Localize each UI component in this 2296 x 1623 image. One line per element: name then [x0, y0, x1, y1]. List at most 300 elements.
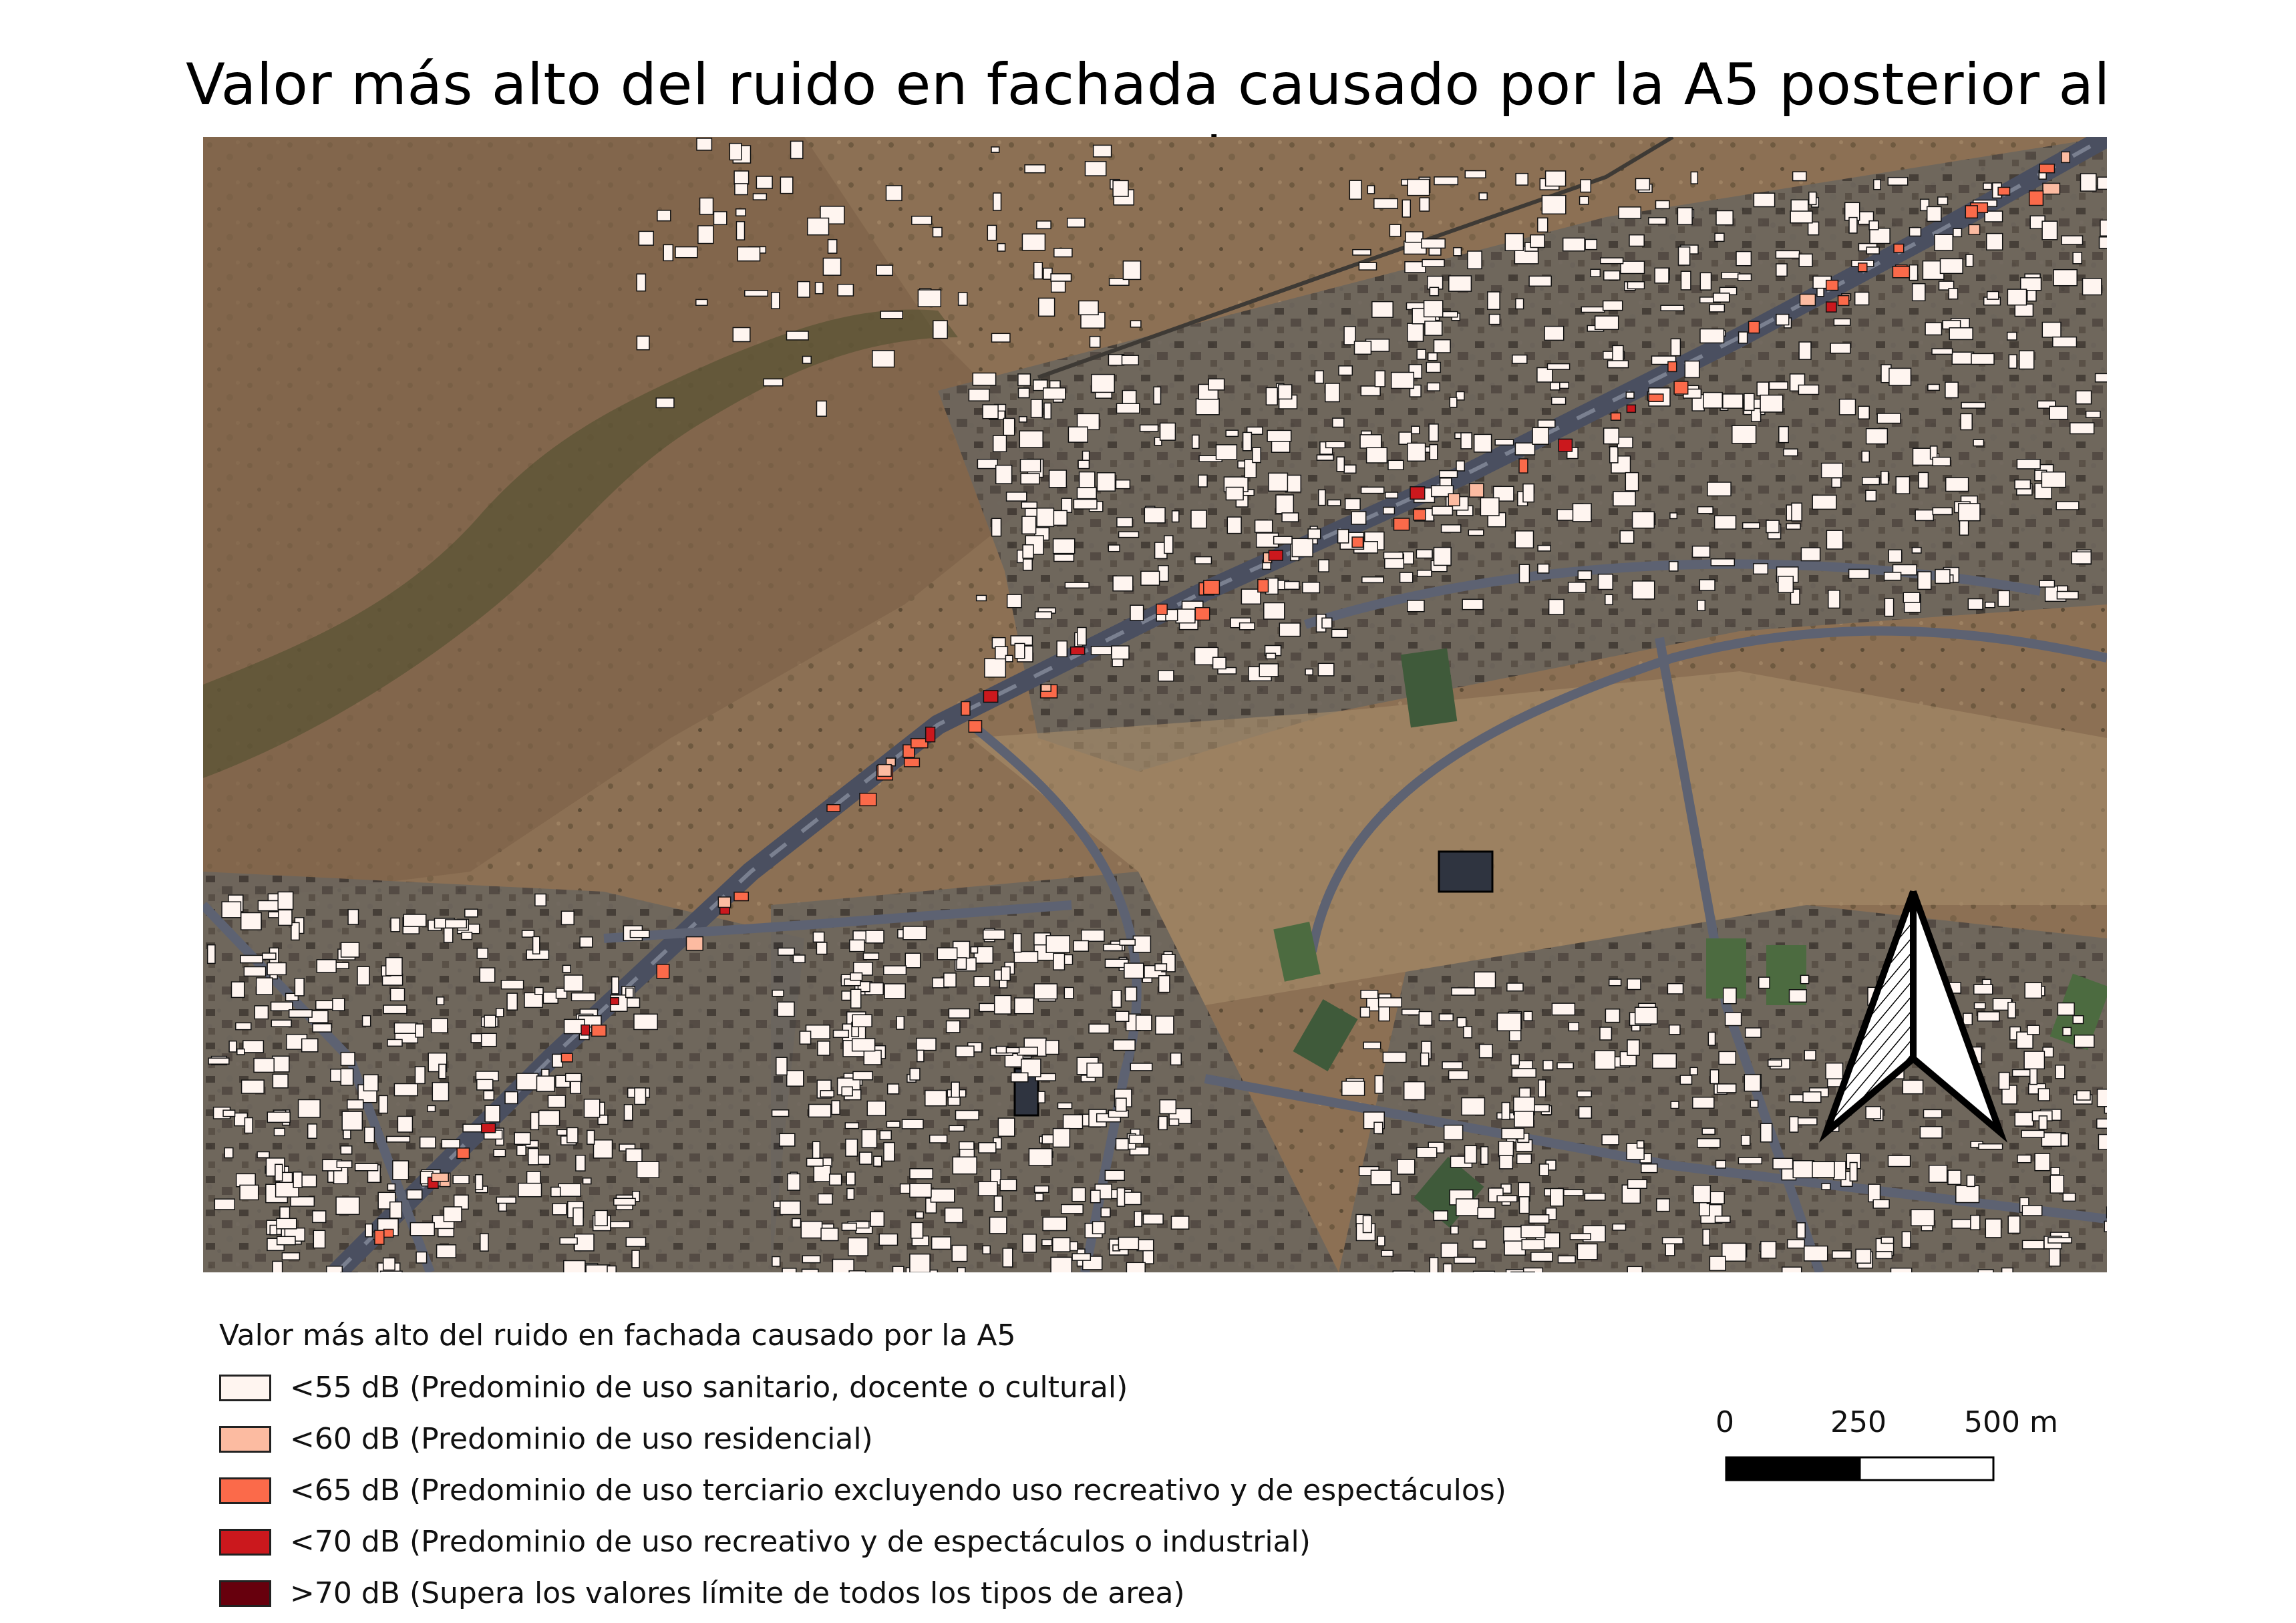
building-footprint	[834, 1031, 849, 1038]
building-footprint	[1849, 569, 1869, 578]
building-footprint	[585, 1099, 600, 1117]
building-footprint	[1408, 323, 1424, 341]
building-footprint	[1710, 1070, 1719, 1084]
building-footprint	[244, 1118, 253, 1133]
building-footprint	[1500, 1155, 1513, 1169]
building-footprint	[1949, 328, 1973, 340]
building-footprint	[2008, 1216, 2020, 1234]
building-footprint	[1966, 254, 1973, 266]
building-footprint	[1074, 500, 1097, 509]
noise-building	[1858, 263, 1867, 272]
building-footprint	[847, 1189, 854, 1200]
building-footprint	[1479, 193, 1487, 200]
building-footprint	[2021, 278, 2041, 291]
building-footprint	[1430, 1258, 1438, 1272]
noise-building	[2039, 164, 2054, 173]
building-footprint	[1332, 629, 1348, 637]
building-footprint	[1987, 292, 1999, 300]
building-footprint	[1240, 623, 1255, 630]
building-footprint	[391, 918, 399, 932]
building-footprint	[1213, 657, 1226, 669]
building-footprint	[1743, 523, 1760, 529]
building-footprint	[979, 1143, 996, 1153]
noise-building	[1893, 266, 1909, 278]
building-footprint	[254, 1059, 274, 1073]
building-footprint	[1424, 301, 1443, 317]
building-footprint	[1172, 511, 1179, 522]
building-footprint	[1915, 510, 1933, 521]
building-footprint	[896, 1017, 904, 1029]
building-footprint	[1866, 429, 1888, 444]
scale-segment-black	[1726, 1457, 1860, 1480]
noise-building	[1674, 381, 1688, 394]
building-footprint	[1043, 1217, 1067, 1230]
building-footprint	[1116, 1098, 1126, 1111]
building-footprint	[1581, 307, 1605, 313]
building-footprint	[803, 357, 812, 364]
building-footprint	[1393, 1271, 1414, 1272]
building-footprint	[1797, 1118, 1817, 1125]
building-footprint	[1003, 418, 1014, 435]
building-footprint	[267, 963, 286, 975]
building-footprint	[383, 1258, 395, 1270]
building-footprint	[1430, 445, 1438, 460]
building-footprint	[1505, 234, 1523, 251]
building-footprint	[1126, 1262, 1145, 1272]
building-footprint	[860, 1152, 872, 1164]
building-footprint	[1649, 218, 1666, 224]
building-footprint	[1379, 998, 1402, 1007]
building-footprint	[2042, 323, 2061, 337]
building-footprint	[1625, 473, 1638, 491]
building-footprint	[1770, 382, 1788, 389]
building-footprint	[1761, 1242, 1776, 1258]
building-footprint	[1719, 1051, 1736, 1064]
building-footprint	[1578, 571, 1591, 580]
building-footprint	[1434, 1211, 1448, 1220]
building-footprint	[2076, 391, 2092, 404]
building-footprint	[1319, 490, 1325, 505]
building-footprint	[1698, 507, 1713, 514]
building-footprint	[1595, 316, 1619, 329]
building-footprint	[341, 1069, 353, 1085]
building-footprint	[802, 1269, 818, 1272]
building-footprint	[2053, 337, 2077, 347]
building-footprint	[1540, 1164, 1549, 1176]
building-footprint	[517, 1145, 526, 1155]
noise-building	[1749, 321, 1760, 333]
legend-title: Valor más alto del ruido en fachada causado por la A5	[219, 1318, 1016, 1352]
building-footprint	[564, 975, 583, 991]
noise-building	[457, 1148, 469, 1159]
building-footprint	[1798, 385, 1818, 395]
building-footprint	[1595, 1051, 1615, 1069]
building-footprint	[1713, 293, 1730, 302]
building-footprint	[1621, 261, 1645, 273]
building-footprint	[1480, 498, 1499, 516]
building-footprint	[1924, 1109, 1942, 1117]
satellite-map[interactable]	[203, 137, 2107, 1272]
building-footprint	[1133, 936, 1150, 952]
building-footprint	[1379, 1007, 1389, 1021]
noise-building	[687, 937, 703, 950]
building-footprint	[1449, 1071, 1468, 1079]
building-footprint	[1276, 495, 1293, 514]
building-footprint	[1948, 1170, 1961, 1184]
building-footprint	[1822, 464, 1843, 478]
building-footprint	[1058, 1103, 1072, 1109]
building-footprint	[1693, 1097, 1714, 1109]
building-footprint	[386, 958, 402, 976]
building-footprint	[1130, 605, 1144, 620]
building-footprint	[1581, 180, 1591, 192]
building-footprint	[850, 940, 864, 951]
building-footprint	[357, 966, 369, 985]
building-footprint	[1198, 475, 1207, 487]
building-footprint	[1933, 458, 1950, 466]
building-footprint	[1874, 180, 1880, 190]
building-footprint	[437, 997, 444, 1005]
building-footprint	[1709, 1256, 1726, 1270]
building-footprint	[1721, 273, 1740, 279]
building-footprint	[1034, 262, 1043, 279]
building-footprint	[494, 1149, 505, 1157]
building-footprint	[1656, 201, 1669, 209]
building-footprint	[1715, 233, 1724, 241]
building-footprint	[780, 177, 792, 194]
building-footprint	[1804, 1051, 1816, 1061]
building-footprint	[846, 1172, 855, 1185]
building-footprint	[1766, 520, 1779, 532]
building-footprint	[1019, 431, 1043, 447]
building-footprint	[1808, 222, 1819, 234]
building-footprint	[1633, 581, 1655, 599]
building-footprint	[1035, 612, 1051, 618]
building-footprint	[1428, 353, 1438, 360]
building-footprint	[933, 321, 947, 338]
building-footprint	[1889, 550, 1902, 562]
building-footprint	[437, 1245, 456, 1258]
building-footprint	[1057, 641, 1067, 657]
building-footprint	[1699, 580, 1715, 590]
building-footprint	[1603, 301, 1623, 311]
building-footprint	[1920, 1127, 1942, 1138]
building-footprint	[1938, 197, 1948, 204]
building-footprint	[567, 1127, 578, 1143]
building-footprint	[817, 401, 827, 416]
building-footprint	[1116, 1139, 1128, 1150]
building-footprint	[1520, 564, 1530, 582]
building-footprint	[341, 1146, 351, 1154]
building-footprint	[1559, 1256, 1576, 1263]
building-footprint	[1117, 1188, 1124, 1207]
building-footprint	[992, 518, 1001, 536]
building-footprint	[816, 942, 826, 954]
building-footprint	[594, 1140, 613, 1158]
building-footprint	[1326, 441, 1345, 447]
building-footprint	[1144, 1214, 1164, 1224]
building-footprint	[1529, 1215, 1549, 1224]
building-footprint	[1049, 470, 1067, 488]
building-footprint	[1072, 1254, 1090, 1260]
building-footprint	[987, 225, 996, 240]
noise-building	[1559, 439, 1572, 452]
building-footprint	[1680, 1075, 1691, 1084]
noise-building	[581, 1025, 590, 1035]
legend-item	[219, 1413, 1555, 1465]
building-footprint	[1768, 1060, 1782, 1067]
building-footprint	[1342, 1081, 1365, 1095]
building-footprint	[848, 1238, 868, 1256]
noise-building	[1965, 206, 1977, 218]
building-footprint	[1832, 478, 1841, 488]
noise-building	[1414, 510, 1426, 520]
building-footprint	[1610, 447, 1618, 463]
building-footprint	[1641, 1164, 1657, 1173]
building-footprint	[240, 955, 263, 962]
building-footprint	[1985, 1219, 2001, 1238]
building-footprint	[675, 247, 697, 258]
noise-building	[611, 998, 619, 1005]
building-footprint	[1408, 180, 1429, 196]
building-footprint	[1956, 1186, 1979, 1202]
building-footprint	[969, 389, 989, 401]
noise-building	[482, 1123, 496, 1133]
building-footprint	[1884, 572, 1901, 580]
building-footprint	[2098, 1089, 2107, 1107]
noise-building	[1448, 494, 1460, 506]
building-footprint	[1377, 1236, 1385, 1246]
noise-building	[1649, 394, 1663, 401]
building-footprint	[1671, 339, 1680, 355]
building-footprint	[365, 1127, 375, 1143]
building-footprint	[1946, 478, 1969, 491]
building-footprint	[257, 1152, 269, 1158]
building-footprint	[1881, 472, 1889, 484]
building-footprint	[1160, 423, 1176, 440]
building-footprint	[1961, 403, 1985, 409]
noise-building	[384, 1230, 393, 1238]
building-footprint	[2049, 1248, 2060, 1266]
building-footprint	[1717, 1084, 1736, 1093]
building-footprint	[453, 1176, 469, 1184]
building-footprint	[232, 982, 244, 997]
building-footprint	[1538, 564, 1549, 573]
building-footprint	[1516, 299, 1524, 309]
building-footprint	[1619, 207, 1641, 218]
building-footprint	[874, 1156, 882, 1166]
building-footprint	[1655, 268, 1669, 283]
building-footprint	[1454, 248, 1462, 256]
noise-building	[1041, 685, 1051, 691]
building-footprint	[1402, 200, 1410, 217]
building-footprint	[2063, 1027, 2071, 1035]
building-footprint	[864, 953, 879, 960]
building-footprint	[778, 948, 794, 956]
building-footprint	[1021, 502, 1037, 508]
building-footprint	[1328, 500, 1341, 506]
building-footprint	[754, 194, 767, 200]
building-footprint	[1793, 172, 1806, 180]
building-footprint	[1742, 1135, 1750, 1145]
building-footprint	[1495, 439, 1513, 445]
building-footprint	[1971, 353, 1994, 364]
building-footprint	[1732, 425, 1756, 443]
building-footprint	[782, 1268, 796, 1272]
building-footprint	[1826, 530, 1842, 549]
building-footprint	[1164, 536, 1173, 554]
building-footprint	[1744, 1075, 1760, 1091]
building-footprint	[1092, 375, 1114, 393]
building-footprint	[2104, 1222, 2107, 1232]
building-footprint	[528, 1149, 538, 1165]
building-footprint	[1702, 1128, 1715, 1134]
building-footprint	[2025, 982, 2041, 998]
building-footprint	[1613, 492, 1635, 506]
building-footprint	[1015, 643, 1025, 658]
building-footprint	[1117, 518, 1132, 527]
building-footprint	[1456, 392, 1464, 400]
noise-building	[1269, 550, 1283, 560]
building-footprint	[243, 1041, 264, 1053]
building-footprint	[736, 209, 746, 216]
scale-bar-graphic	[1725, 1456, 1999, 1483]
building-footprint	[291, 1197, 314, 1206]
map-frame[interactable]	[203, 137, 2107, 1272]
building-footprint	[1629, 235, 1644, 246]
building-footprint	[580, 937, 593, 947]
building-footprint	[428, 1105, 436, 1111]
building-footprint	[866, 930, 884, 943]
building-footprint	[813, 1141, 820, 1159]
building-footprint	[1927, 206, 1941, 221]
building-footprint	[983, 1246, 990, 1254]
building-footprint	[1739, 332, 1748, 343]
building-footprint	[1919, 472, 1928, 488]
building-footprint	[1529, 276, 1551, 286]
building-footprint	[1548, 364, 1570, 370]
building-footprint	[446, 920, 467, 928]
noise-building	[961, 702, 970, 715]
building-footprint	[611, 1222, 630, 1228]
building-footprint	[279, 910, 292, 925]
building-footprint	[1518, 1061, 1532, 1069]
building-footprint	[1025, 165, 1045, 173]
building-footprint	[1344, 327, 1355, 345]
building-footprint	[1973, 439, 1983, 446]
building-footprint	[977, 460, 997, 469]
scale-bar	[1710, 1403, 2058, 1483]
building-footprint	[1122, 391, 1136, 404]
building-footprint	[476, 1175, 483, 1190]
building-footprint	[1544, 327, 1564, 341]
building-footprint	[876, 265, 892, 275]
building-footprint	[1804, 1246, 1828, 1261]
building-footprint	[1315, 371, 1324, 383]
building-footprint	[1117, 403, 1140, 413]
building-footprint	[971, 947, 977, 953]
building-footprint	[1801, 548, 1820, 561]
building-footprint	[1420, 198, 1429, 211]
building-footprint	[1941, 258, 1963, 273]
building-footprint	[1736, 252, 1751, 266]
building-footprint	[1708, 1033, 1715, 1046]
building-footprint	[1608, 361, 1629, 368]
building-footprint	[1524, 1011, 1532, 1021]
building-footprint	[996, 466, 1012, 484]
building-footprint	[1497, 1196, 1517, 1202]
building-footprint	[1171, 1053, 1182, 1065]
building-footprint	[884, 966, 907, 974]
building-footprint	[1074, 941, 1088, 952]
building-footprint	[1868, 1184, 1880, 1202]
building-footprint	[1169, 1119, 1178, 1125]
building-footprint	[1627, 282, 1644, 289]
building-footprint	[1998, 590, 2009, 606]
building-footprint	[933, 228, 943, 237]
building-footprint	[788, 1174, 800, 1191]
legend-item	[219, 1516, 1555, 1568]
building-footprint	[778, 1002, 794, 1016]
building-footprint	[780, 1133, 795, 1146]
building-footprint	[208, 945, 215, 964]
building-footprint	[1913, 284, 1925, 301]
building-footprint	[270, 1226, 277, 1235]
building-footprint	[383, 1005, 407, 1014]
building-footprint	[1282, 513, 1299, 522]
building-footprint	[910, 1184, 931, 1197]
building-footprint	[632, 1250, 639, 1268]
building-footprint	[830, 1174, 842, 1185]
building-footprint	[2086, 411, 2100, 418]
building-footprint	[514, 1133, 530, 1145]
building-footprint	[1873, 1200, 1889, 1208]
building-footprint	[348, 910, 358, 925]
building-footprint	[1338, 530, 1349, 543]
building-footprint	[1015, 998, 1033, 1014]
building-footprint	[2056, 502, 2079, 510]
building-footprint	[1591, 269, 1600, 277]
building-footprint	[1042, 1240, 1052, 1246]
building-footprint	[1778, 576, 1793, 592]
building-footprint	[477, 1079, 493, 1090]
building-footprint	[1444, 1125, 1463, 1140]
building-footprint	[1809, 192, 1816, 205]
building-footprint	[282, 1253, 299, 1260]
noise-building	[432, 1174, 448, 1182]
building-footprint	[1362, 577, 1383, 583]
building-footprint	[1383, 1052, 1406, 1062]
building-footprint	[1136, 1015, 1152, 1031]
building-footprint	[853, 1071, 872, 1079]
building-footprint	[1724, 988, 1736, 1003]
building-footprint	[563, 965, 571, 972]
building-footprint	[2081, 174, 2096, 191]
legend-label: <70 dB (Predominio de uso recreativo y de espectáculos o industrial)	[290, 1524, 1311, 1559]
building-footprint	[1292, 538, 1313, 556]
building-footprint	[1693, 546, 1710, 558]
building-footprint	[2073, 252, 2082, 264]
building-footprint	[2054, 270, 2077, 286]
building-footprint	[1884, 598, 1893, 616]
building-footprint	[1928, 385, 1939, 391]
building-footprint	[1156, 1016, 1174, 1034]
building-footprint	[2057, 592, 2078, 599]
building-footprint	[1391, 373, 1414, 389]
building-footprint	[1196, 399, 1220, 415]
building-footprint	[1112, 990, 1122, 1007]
building-footprint	[1881, 1237, 1893, 1243]
